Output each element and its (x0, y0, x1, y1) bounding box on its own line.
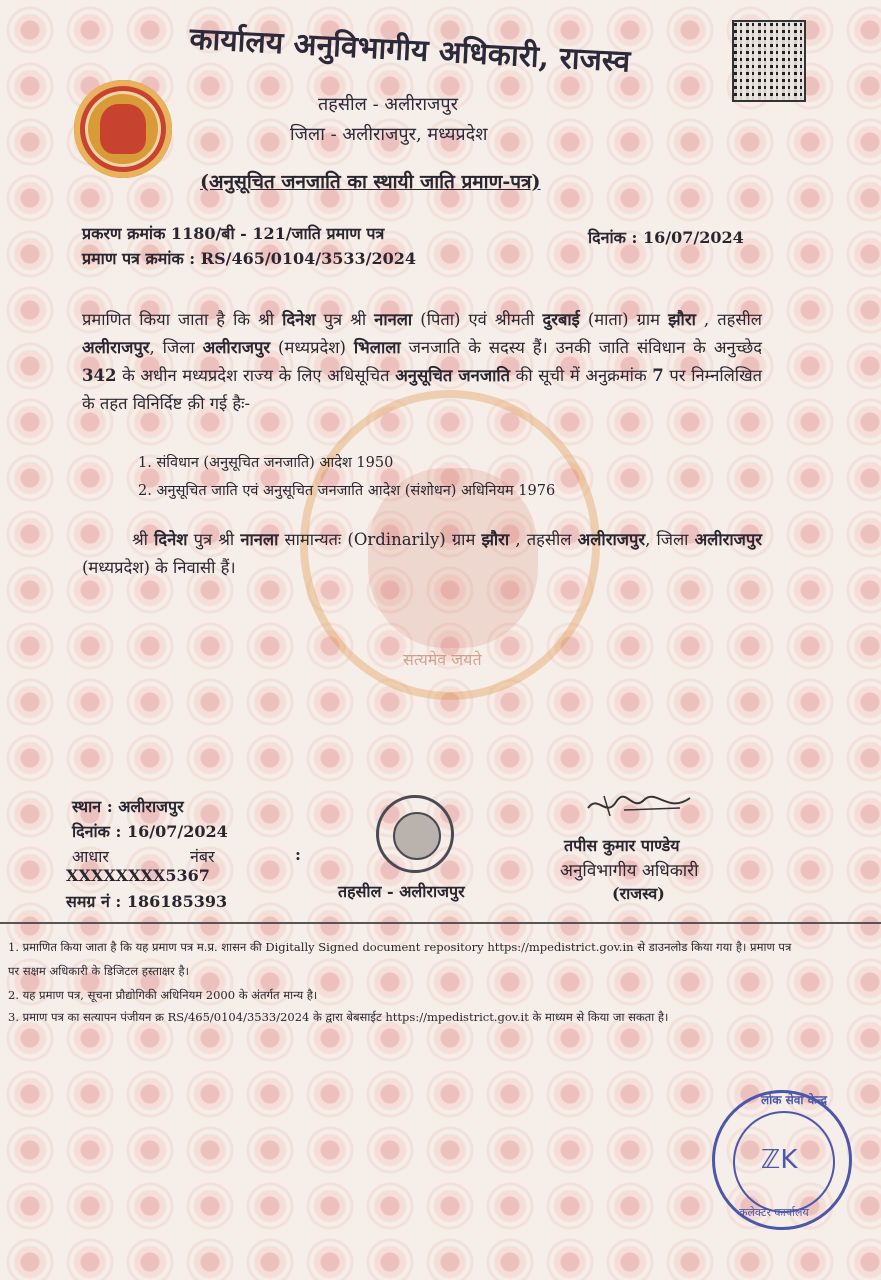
emphasized-text: दुरबाई (542, 310, 580, 329)
divider (0, 922, 881, 924)
residence-paragraph (82, 526, 762, 582)
emphasized-text: झौरा (481, 530, 510, 549)
stamp-bottom-text: कलेक्टर कार्यालय (739, 1206, 809, 1219)
body-text: , जिला (149, 338, 203, 357)
case-number: प्रकरण क्रमांक 1180/बी - 121/जाति प्रमाण पत्र (82, 224, 385, 243)
body-text: पुत्र श्री (187, 530, 241, 549)
certificate-number: प्रमाण पत्र क्रमांक : RS/465/0104/3533/2024 (82, 249, 416, 268)
officer-department: (राजस्व) (612, 884, 665, 903)
body-text: प्रमाणित किया जाता है कि श्री (82, 310, 283, 329)
emphasized-text: भिलाला (353, 338, 401, 357)
body-text: (मध्यप्रदेश) के निवासी हैं। (82, 558, 236, 577)
office-title: कार्यालय अनुविभागीय अधिकारी, राजस्व (188, 21, 632, 80)
emphasized-text: नानला (240, 530, 279, 549)
emphasized-text: अलीराजपुर (82, 338, 150, 357)
emphasized-text: दिनेश (282, 310, 316, 329)
emphasized-text: दिनेश (154, 530, 188, 549)
emphasized-text: अलीराजपुर (577, 530, 646, 549)
officer-name: तपीस कुमार पाण्डेय (564, 836, 680, 855)
state-emblem-logo (74, 80, 172, 178)
stamp-top-text: लोक सेवा केन्द्र (761, 1093, 828, 1107)
officer-title: अनुविभागीय अधिकारी (560, 861, 699, 881)
body-text: , तहसील (695, 310, 762, 329)
body-text: श्री (132, 530, 155, 549)
aadhar-number: XXXXXXXX5367 (66, 866, 210, 885)
issue-date: दिनांक : 16/07/2024 (588, 228, 744, 247)
stamp-mark: ℤK (761, 1145, 798, 1175)
body-text: की सूची में अनुक्रमांक (510, 366, 653, 385)
note-line: 3. प्रमाण पत्र का सत्यापन पंजीयन क्र RS/465/0104/3533/2024 के द्वारा बेबसाईट https://mpedistrict.gov.it के माध्यम से किया जा सकता है। (8, 1010, 669, 1024)
footer-date: दिनांक : 16/07/2024 (72, 822, 228, 841)
service-centre-stamp (712, 1090, 852, 1230)
body-text: के अधीन मध्यप्रदेश राज्य के लिए अधिसूचित (116, 366, 396, 385)
officer-signature (584, 790, 694, 820)
order-list-item: 1. संविधान (अनुसूचित जनजाति) आदेश 1950 (138, 455, 394, 471)
qr-code (732, 20, 806, 102)
emphasized-text: अलीराजपुर (202, 338, 271, 357)
note-line: 1. प्रमाणित किया जाता है कि यह प्रमाण पत्र म.प्र. शासन की Digitally Signed document repository https://mpedistrict.gov.in से डाउनलोड किया गया है। प्रमाण पत्र (8, 940, 792, 954)
body-text: (पिता) एवं श्रीमती (412, 310, 543, 329)
body-text: जनजाति के सदस्य हैं। उनकी जाति संविधान के अनुच्छेद (400, 338, 762, 357)
aadhar-label: आधार (72, 847, 109, 866)
aadhar-label-2: नंबर (190, 847, 215, 866)
samagra-number: समग्र नं : 186185393 (66, 892, 228, 911)
seal-motto: सत्यमेव जयते (403, 650, 482, 669)
tehsil-seal-label: तहसील - अलीराजपुर (338, 882, 465, 901)
note-line: 2. यह प्रमाण पत्र, सूचना प्रौद्योगिकी अधिनियम 2000 के अंतर्गत मान्य है। (8, 988, 318, 1002)
place: स्थान : अलीराजपुर (72, 797, 184, 816)
emphasized-text: अलीराजपुर (694, 530, 763, 549)
emphasized-text: अनुसूचित जनजाति (395, 366, 511, 385)
certificate-body-paragraph (82, 306, 762, 418)
body-text: (मध्यप्रदेश) (270, 338, 354, 357)
district-line: जिला - अलीराजपुर, मध्यप्रदेश (290, 124, 488, 145)
aadhar-colon: : (295, 845, 301, 864)
body-text: , जिला (645, 530, 695, 549)
body-text: (माता) ग्राम (579, 310, 669, 329)
body-text: पुत्र श्री (315, 310, 375, 329)
emphasized-text: 342 (82, 366, 117, 385)
body-text: , तहसील (509, 530, 578, 549)
emphasized-text: 7 (652, 366, 664, 385)
note-line: पर सक्षम अधिकारी के डिजिटल हस्ताक्षर है। (8, 964, 189, 978)
certificate-title: (अनुसूचित जनजाति का स्थायी जाति प्रमाण-पत्र) (200, 171, 541, 193)
tehsil-seal (376, 795, 454, 873)
emphasized-text: झौरा (668, 310, 696, 329)
body-text: पर निम्नलिखित के तहत विनिर्दिष्ट क़ी गई हैः- (82, 366, 762, 413)
body-text: सामान्यतः (Ordinarily) ग्राम (278, 530, 482, 549)
emphasized-text: नानला (374, 310, 413, 329)
order-list-item: 2. अनुसूचित जाति एवं अनुसूचित जनजाति आदेश (संशोधन) अधिनियम 1976 (138, 483, 556, 499)
tehsil-line: तहसील - अलीराजपुर (318, 94, 458, 115)
